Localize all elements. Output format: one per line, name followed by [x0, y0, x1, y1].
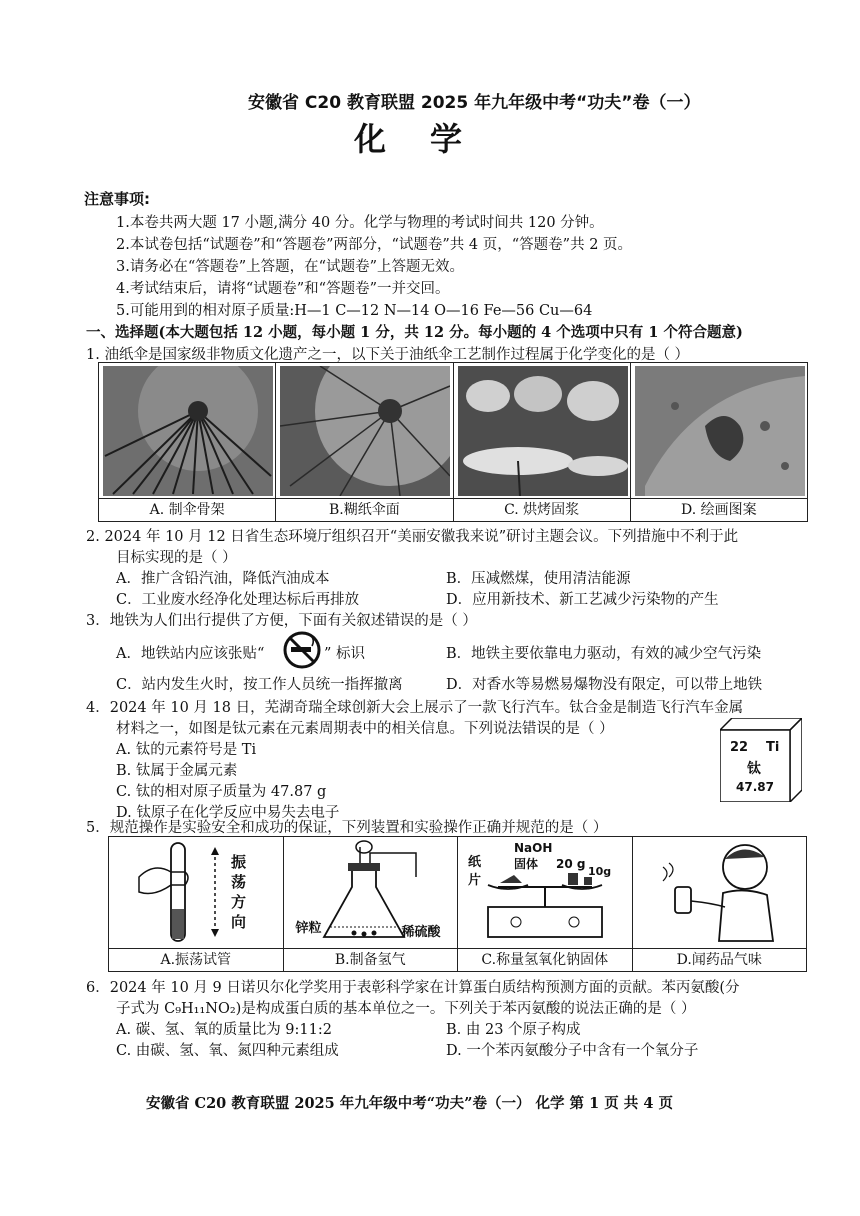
q4-option-b: B. 钛属于金属元素	[116, 763, 238, 779]
element-symbol: Ti	[766, 740, 780, 755]
notice-item-3: 3.请务必在“答题卷”上答题，在“试题卷”上答题无效。	[116, 259, 464, 275]
q1-caption-d: D. 绘画图案	[631, 498, 807, 521]
umbrella-painting-photo	[635, 366, 805, 496]
umbrella-drying-photo	[458, 366, 628, 496]
q6-stem-line2: 子式为 C₉H₁₁NO₂)是构成蛋白质的基本单位之一。下列关于苯丙氨酸的说法正确的是（ ）	[116, 1001, 696, 1017]
q1-photo-c	[454, 363, 631, 521]
q3-option-a-part1: A．地铁站内应该张贴“	[116, 646, 265, 662]
q1-caption-c: C. 烘烤固浆	[454, 498, 630, 521]
q3-option-c: C．站内发生火时，按工作人员统一指挥撤离	[116, 677, 403, 693]
q2-option-b: B．压减燃煤，使用清洁能源	[446, 571, 631, 587]
q6-option-a: A. 碳、氢、氧的质量比为 9:11:2	[116, 1022, 332, 1038]
element-mass: 47.87	[736, 780, 774, 794]
umbrella-paper-photo	[280, 366, 450, 496]
q4-option-d: D. 钛原子在化学反应中易失去电子	[116, 805, 340, 821]
label-a-char4: 向	[231, 913, 247, 931]
no-smoking-icon	[282, 630, 322, 670]
q1-photo-row	[98, 362, 808, 522]
q6-option-b: B. 由 23 个原子构成	[446, 1022, 581, 1038]
label-20g: 20 g	[556, 857, 586, 871]
q4-option-c: C. 钛的相对原子质量为 47.87 g	[116, 784, 327, 800]
subject-title: 化学	[353, 120, 506, 158]
label-a-char1: 振	[231, 853, 247, 871]
q1-stem: 1. 油纸伞是国家级非物质文化遗产之一，以下关于油纸伞工艺制作过程属于化学变化的是（ ）	[86, 347, 690, 363]
q5-caption-d: D.闻药品气味	[633, 948, 807, 971]
q5-panel-b	[284, 837, 459, 971]
q5-panel-c	[458, 837, 633, 971]
q6-stem-line1: 6．2024 年 10 月 9 日诺贝尔化学奖用于表彰科学家在计算蛋白质结构预测方面的贡献。苯丙氨酸(分	[86, 980, 740, 996]
label-zinc: 锌粒	[295, 921, 322, 936]
q4-option-a: A. 钛的元素符号是 Ti	[116, 742, 257, 758]
exam-title: 安徽省 C20 教育联盟 2025 年九年级中考“功夫”卷（一）	[248, 93, 701, 113]
label-a-char3: 方	[231, 893, 247, 911]
label-solid: 固体	[514, 857, 539, 871]
q5-apparatus-row	[108, 836, 807, 972]
q5-caption-a: A.振荡试管	[109, 948, 283, 971]
q5-caption-b: B.制备氢气	[284, 948, 458, 971]
q5-panel-d	[633, 837, 807, 971]
q1-photo-d	[631, 363, 807, 521]
q2-stem-line2: 目标实现的是（ ）	[116, 550, 237, 566]
label-dilute-acid: 稀硫酸	[401, 925, 441, 940]
q1-caption-b: B.糊纸伞面	[276, 498, 452, 521]
q6-option-d: D. 一个苯丙氨酸分子中含有一个氧分子	[446, 1043, 699, 1059]
notice-item-4: 4.考试结束后，请将“试题卷”和“答题卷”一并交回。	[116, 281, 450, 297]
q3-option-b: B．地铁主要依靠电力驱动，有效的减少空气污染	[446, 646, 762, 662]
q5-panel-a	[109, 837, 284, 971]
q2-stem-line1: 2. 2024 年 10 月 12 日省生态环境厅组织召开“美丽安徽我来说”研讨主题会议。下列措施中不利于此	[86, 529, 739, 545]
notice-item-1: 1.本卷共两大题 17 小题,满分 40 分。化学与物理的考试时间共 120 分钟。	[116, 215, 604, 231]
q3-option-d: D．对香水等易燃易爆物没有限定，可以带上地铁	[446, 677, 763, 693]
label-paper-2: 片	[468, 873, 482, 888]
q2-option-d: D．应用新技术、新工艺减少污染物的产生	[446, 592, 719, 608]
label-naoh: NaOH	[514, 841, 553, 855]
element-name: 钛	[747, 761, 761, 777]
q1-caption-a: A. 制伞骨架	[99, 498, 275, 521]
q4-stem-line1: 4．2024 年 10 月 18 日，芜湖奇瑞全球创新大会上展示了一款飞行汽车。钛合金是制造飞行汽车金属	[86, 700, 744, 716]
q3-option-a-part2: ” 标识	[324, 646, 366, 662]
q5-caption-c: C.称量氢氧化钠固体	[458, 948, 632, 971]
page-footer: 安徽省 C20 教育联盟 2025 年九年级中考“功夫”卷（一） 化学 第 1 页 共 4 页	[146, 1095, 673, 1112]
umbrella-frame-photo	[103, 366, 273, 496]
q2-option-c: C．工业废水经净化处理达标后再排放	[116, 592, 360, 608]
q5-stem: 5．规范操作是实验安全和成功的保证，下列装置和实验操作正确并规范的是（ ）	[86, 820, 608, 836]
q2-option-a: A．推广含铅汽油，降低汽油成本	[116, 571, 330, 587]
element-number: 22	[730, 740, 749, 755]
q1-photo-b	[276, 363, 453, 521]
q3-stem: 3．地铁为人们出行提供了方便，下面有关叙述错误的是（ ）	[86, 613, 477, 629]
q1-photo-a	[99, 363, 276, 521]
label-a-char2: 荡	[231, 873, 247, 891]
notice-item-5: 5.可能用到的相对原子质量:H—1 C—12 N—14 O—16 Fe—56 Cu—64	[116, 303, 593, 319]
q6-option-c: C. 由碳、氢、氧、氮四种元素组成	[116, 1043, 339, 1059]
label-paper-1: 纸	[468, 855, 482, 870]
label-10g: 10g	[588, 865, 612, 878]
notice-item-2: 2.本试卷包括“试题卷”和“答题卷”两部分，“试题卷”共 4 页，“答题卷”共 2 页。	[116, 237, 633, 253]
titanium-element-card	[720, 718, 802, 802]
smell-chemical-diagram	[633, 837, 807, 947]
section-heading: 一、选择题(本大题包括 12 小题，每小题 1 分，共 12 分。每小题的 4 个选项中只有 1 个符合题意)	[86, 324, 743, 341]
shake-test-tube-diagram	[109, 837, 283, 947]
q4-stem-line2: 材料之一，如图是钛元素在元素周期表中的相关信息。下列说法错误的是（ ）	[116, 721, 614, 737]
notice-heading: 注意事项:	[84, 190, 150, 208]
